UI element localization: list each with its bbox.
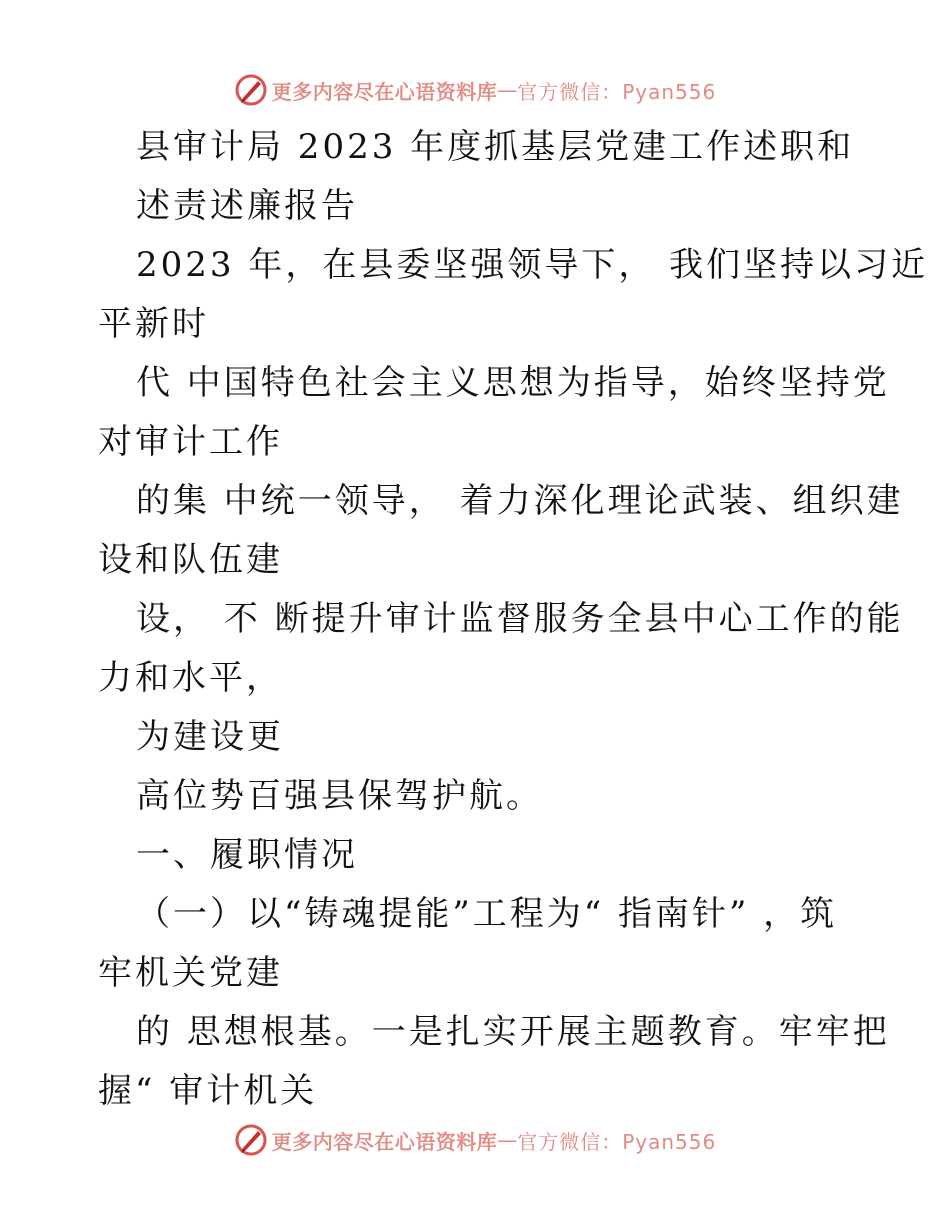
title-line: 述责述廉报告 — [136, 186, 358, 226]
watermark-wechat: 官方微信：Pyan556 — [517, 1129, 717, 1154]
paragraph-line: 设和队伍建 — [98, 540, 283, 580]
watermark-header — [0, 70, 950, 110]
watermark-text: 更多内容尽在心语资料库 — [271, 1129, 498, 1154]
paragraph-line: 2023 年，在县委坚强领导下， 我们坚持以习近 — [136, 245, 929, 285]
paragraph-line: 对审计工作 — [98, 422, 283, 462]
paragraph-line: 握“ 审计机关 — [98, 1071, 318, 1111]
watermark-separator: — — [497, 1128, 518, 1152]
document-body — [98, 118, 929, 1121]
watermark-wechat: 官方微信：Pyan556 — [517, 79, 717, 104]
quill-pen-circle-icon — [234, 73, 268, 107]
watermark-separator: — — [497, 78, 518, 102]
paragraph-line: 力和水平， — [98, 658, 283, 698]
paragraph-line: 平新时 — [98, 304, 209, 344]
paragraph-line: 的集 中统一领导， 着力深化理论武装、组织建 — [136, 481, 904, 521]
paragraph-line: 设， 不 断提升审计监督服务全县中心工作的能 — [136, 599, 904, 639]
quill-pen-circle-icon — [234, 1123, 268, 1157]
paragraph-line: 代 中国特色社会主义思想为指导，始终坚持党 — [136, 363, 890, 403]
paragraph-line: 高位势百强县保驾护航。 — [136, 776, 543, 816]
title-line: 县审计局 2023 年度抓基层党建工作述职和 — [136, 127, 855, 167]
watermark-text: 更多内容尽在心语资料库 — [271, 79, 498, 104]
subsection-heading: （一）以“铸魂提能”工程为“ 指南针” ，筑 — [136, 894, 838, 934]
section-heading: 一、履职情况 — [136, 835, 358, 875]
paragraph-line: 的 思想根基。一是扎实开展主题教育。牢牢把 — [136, 1012, 890, 1052]
paragraph-line: 为建设更 — [136, 717, 284, 757]
paragraph-line: 牢机关党建 — [98, 953, 283, 993]
watermark-footer — [0, 1120, 950, 1160]
